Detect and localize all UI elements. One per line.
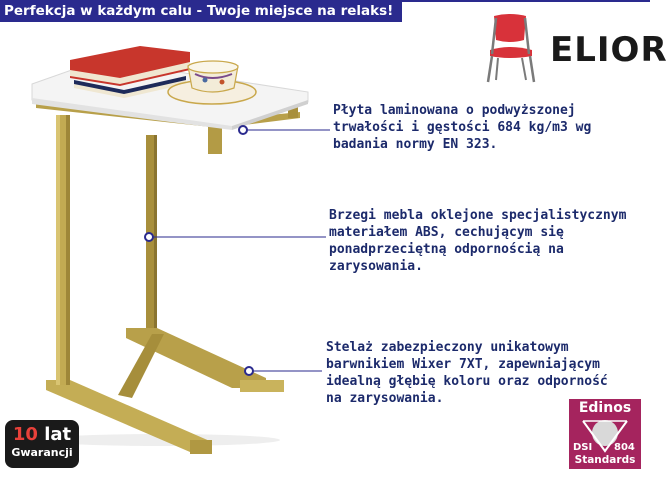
edinos-standards-badge — [569, 399, 641, 469]
callout-frame-coating: Stelaż zabezpieczony unikatowym barwnikiem Wixer 7XT, zapewniającym idealną głębię koloru oraz odporność na zarysowania. — [326, 340, 608, 406]
brand-logo-text: ELIOR — [550, 30, 668, 70]
warranty-unit: lat — [44, 424, 72, 445]
callout-laminate-board: Płyta laminowana o podwyższonej trwałości i gęstości 684 kg/m3 wg badania normy EN 323. — [333, 103, 592, 152]
warranty-badge — [5, 420, 79, 468]
badge-standards: Standards — [574, 454, 636, 466]
banner-text: Perfekcja w każdym calu - Twoje miejsce na relaks! — [4, 3, 394, 19]
callout-abs-edges: Brzegi mebla oklejone specjalistycznym materiałem ABS, cechującym się ponadprzeciętną odpornością na zarysowania. — [329, 208, 627, 274]
warranty-years: 10 — [12, 424, 38, 445]
warranty-label: Gwarancji — [11, 446, 73, 459]
badge-dsi: DSI — [573, 442, 593, 453]
badge-number: 804 — [614, 442, 635, 453]
badge-brand: Edinos — [578, 400, 632, 416]
